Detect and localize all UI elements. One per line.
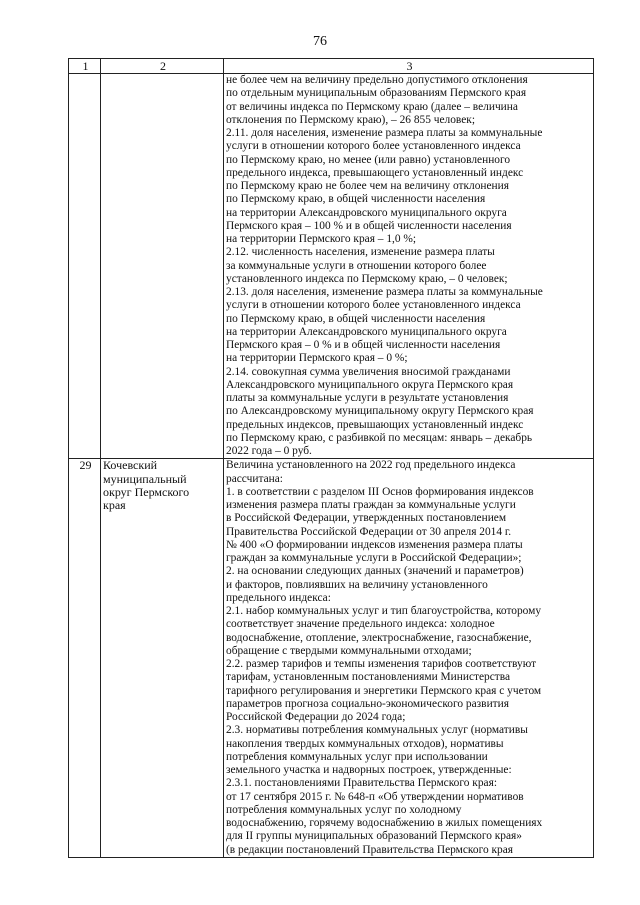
description-cell [224,74,594,459]
description-line: 2022 года – 0 руб. [226,445,312,457]
description-line: Александровского муниципального округа Пермского края [226,378,514,391]
description-line: отклонения по Пермскому краю), – 26 855 человек; [226,113,475,126]
description-line: Российской Федерации до 2024 года; [226,711,406,723]
description-line: и факторов, повлиявших на величину установленного [226,578,488,591]
municipality-name-line: округ Пермского [103,484,190,499]
description-line: 1. в соответствии с разделом III Основ формирования индексов [226,485,534,498]
description-line: от величины индекса по Пермскому краю (далее – величина [226,100,518,113]
description-line: 2.1. набор коммунальных услуг и тип благоустройства, которому [226,605,542,617]
description-line: рассчитана: [226,472,283,485]
column-header-1: 1 [69,59,101,74]
description-line: тарифам, установленным постановлениями Министерства [226,671,511,684]
description-line: по Пермскому краю не более чем на величину отклонения [226,180,509,192]
description-line: на территории Пермского края – 1,0 %; [226,233,417,245]
description-line: по Пермскому краю, с разбивкой по месяцам: январь – декабрь [226,431,533,444]
description-line: 2.12. численность населения, изменение размера платы [226,246,495,259]
description-line: (в редакции постановлений Правительства Пермского края [226,843,514,856]
description-line: по Пермскому краю, в общей численности населения [226,193,486,206]
description-line: Пермского края – 100 % и в общей численности населения [226,219,512,232]
description-line: за коммунальные услуги в отношении которого более [226,259,487,272]
municipality-name [101,74,224,459]
municipality-name [101,459,224,858]
description-line: 2.3.1. постановлениями Правительства Пермского края: [226,777,497,790]
description-line: услуги в отношении которого более установленного индекса [226,299,521,312]
description-line: 2.3. нормативы потребления коммунальных услуг (нормативы [226,724,528,737]
description-line: соответствует значение предельного индекса: холодное [226,618,495,631]
description-line: платы за коммунальные услуги в результате установления [226,392,509,404]
page-number: 76 [313,34,327,49]
description-line: предельных индексов, превышающих установленный индекс [226,418,524,431]
description-line: предельного индекса: [226,591,331,604]
description-line: обращение с твердыми коммунальными отходами; [226,644,472,657]
description-line: для II группы муниципальных образований Пермского края» [226,830,522,843]
description-line: установленного индекса по Пермскому краю, – 0 человек; [226,272,508,285]
table-header-row [69,59,594,74]
description-line: тарифного регулирования и энергетики Пермского края с учетом [226,684,542,697]
table-row [69,74,594,459]
description-line: по Александровскому муниципальному округу Пермского края [226,405,534,418]
description-line: 2.13. доля населения, изменение размера платы за коммунальные [226,286,543,298]
description-line: накопления твердых коммунальных отходов), нормативы [226,737,504,750]
description-line: Пермского края – 0 % и в общей численности населения [226,339,501,351]
description-line: по Пермскому краю, но менее (или равно) установленного [226,153,511,166]
description-line: на территории Александровского муниципального округа [226,325,507,338]
description-line: потребления коммунальных услуг при использовании [226,750,488,763]
description-line: от 17 сентября 2015 г. № 648-п «Об утверждении нормативов [226,790,524,803]
description-line: 2.2. размер тарифов и темпы изменения тарифов соответствуют [226,658,537,670]
description-line: по Пермскому краю, в общей численности населения [226,312,486,325]
document-table [68,58,594,858]
description-line: граждан за коммунальные услуги в Российской Федерации»; [226,552,522,564]
description-line: не более чем на величину предельно допустимого отклонения [226,74,528,86]
row-number: 29 [69,459,101,858]
description-line: Правительства Российской Федерации от 30 апреля 2014 г. [226,525,512,538]
description-line: услуги в отношении которого более установленного индекса [226,140,521,153]
description-line: 2.14. совокупная сумма увеличения вносимой гражданами [226,365,511,378]
description-line: водоснабжению, горячему водоснабжению в жилых помещениях [226,817,543,829]
description-line: потребления коммунальных услуг по холодному [226,803,462,816]
column-header-3: 3 [224,59,594,74]
description-line: на территории Пермского края – 0 %; [226,352,408,365]
municipality-name-line: края [103,498,126,513]
description-line: по отдельным муниципальным образованиям Пермского края [226,87,527,100]
municipality-name-line: Кочевский [103,458,158,473]
municipality-name-line: муниципальный [103,471,187,486]
description-line: земельного участка и надворных построек, утвержденные: [226,764,512,776]
description-line: предельного индекса, превышающего установленный индекс [226,166,524,179]
description-line: в Российской Федерации, утвержденных постановлением [226,512,507,525]
description-line: на территории Александровского муниципального округа [226,206,507,219]
description-line: № 400 «О формировании индексов изменения размера платы [226,538,523,551]
row-number [69,74,101,459]
description-line: параметров прогноза социально-экономического развития [226,697,509,710]
description-line: Величина установленного на 2022 год предельного индекса [226,459,516,472]
description-cell [224,459,594,858]
description-line: водоснабжение, отопление, электроснабжение, газоснабжение, [226,631,532,644]
description-line: изменения размера платы граждан за коммунальные услуги [226,499,516,511]
table-row [69,459,594,858]
column-header-2: 2 [101,59,224,74]
description-line: 2. на основании следующих данных (значений и параметров) [226,565,524,578]
description-line: 2.11. доля населения, изменение размера платы за коммунальные [226,127,543,139]
